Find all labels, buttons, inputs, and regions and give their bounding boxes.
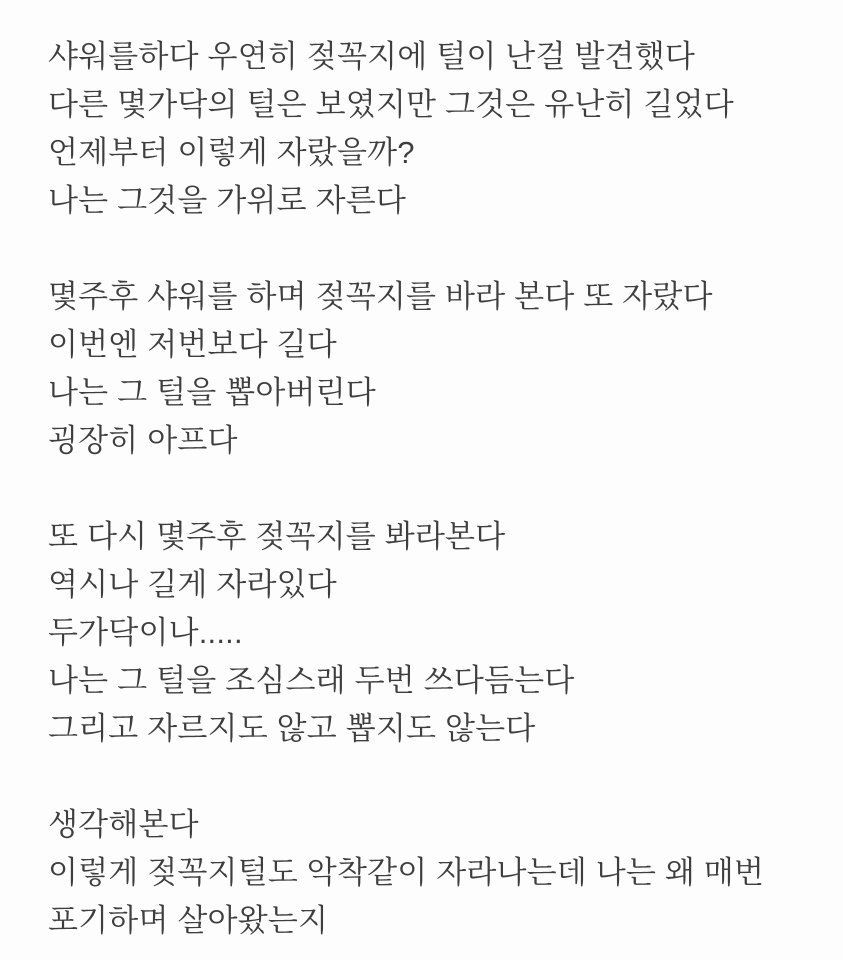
poem-line: 이렇게 젖꼭지털도 악착같이 자라나는데 나는 왜 매번 (48, 855, 765, 890)
poem-line: 샤워를하다 우연히 젖꼭지에 털이 난걸 발견했다 (48, 39, 695, 74)
poem-stanza-3 (48, 513, 823, 753)
poem-line: 나는 그것을 가위로 자른다 (48, 183, 407, 218)
poem-stanza-4 (48, 801, 823, 945)
poem-line: 이번엔 저번보다 길다 (48, 327, 337, 362)
poem-line: 언제부터 이렇게 자랐을까? (48, 135, 415, 170)
poem-line: 그리고 자르지도 않고 뽑지도 않는다 (48, 711, 536, 746)
poem-line: 나는 그 털을 조심스래 두번 쓰다듬는다 (48, 663, 575, 698)
poem-stanza-2 (48, 273, 823, 465)
poem-line: 굉장히 아프다 (48, 423, 238, 458)
poem-line: 생각해본다 (48, 807, 199, 842)
poem-line: 또 다시 몇주후 젖꼭지를 봐라본다 (48, 519, 506, 554)
poem-line: 두가닥이나..... (48, 615, 243, 650)
poem-line: 몇주후 샤워를 하며 젖꼭지를 바라 본다 또 자랐다 (48, 279, 713, 314)
poem-line: 나는 그 털을 뽑아버린다 (48, 375, 376, 410)
poem-line: 역시나 길게 자라있다 (48, 567, 337, 602)
poem-line: 포기하며 살아왔는지 (48, 903, 329, 938)
poem-stanza-1 (48, 33, 823, 225)
poem-line: 다른 몇가닥의 털은 보였지만 그것은 유난히 길었다 (48, 87, 734, 122)
